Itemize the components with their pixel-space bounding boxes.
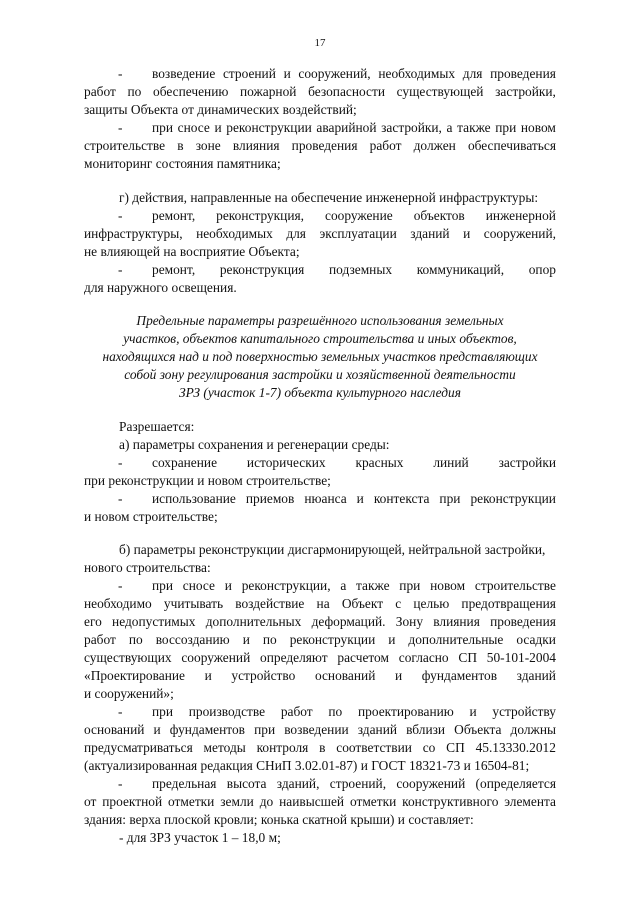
text-line: оснований и фундаментов при возведении зданий вблизи Объекта должны — [84, 722, 556, 737]
text-line: работ по воссозданию и по реконструкции и дополнительные осадки — [84, 632, 556, 647]
text-line: при реконструкции и новом строительстве; — [84, 473, 331, 488]
heading-line: находящихся над и под поверхностью земельных участков представляющих — [102, 349, 538, 364]
text-line: ремонт, реконструкция подземных коммуникаций, опор — [152, 262, 556, 277]
text-line: сохранение исторических красных линий застройки — [152, 455, 556, 470]
list-dash: - — [118, 120, 123, 135]
list-dash: - — [118, 262, 123, 277]
text-line: - для ЗРЗ участок 1 – 18,0 м; — [119, 830, 281, 845]
list-dash: - — [118, 208, 123, 223]
text-line: работ по обеспечению пожарной безопасности существующей застройки, — [84, 84, 556, 99]
list-dash: - — [118, 704, 123, 719]
text-line: использование приемов нюанса и контекста при реконструкции — [152, 491, 556, 506]
text-line: здания: верха плоской кровли; конька скатной крыши) и составляет: — [84, 812, 474, 827]
text-line: его недопустимых дополнительных деформаций. Зону влияния проведения — [84, 614, 556, 629]
heading-line: Предельные параметры разрешённого использования земельных — [136, 313, 504, 328]
text-line: и сооружений»; — [84, 686, 174, 701]
text-line: «Проектирование и устройство оснований и фундаментов зданий — [84, 668, 556, 683]
list-dash: - — [118, 491, 123, 506]
text-line: защиты Объекта от динамических воздействий; — [84, 102, 357, 117]
text-line: ремонт, реконструкция, сооружение объектов инженерной — [152, 208, 556, 223]
text-line: инфраструктуры, необходимых для эксплуатации зданий и сооружений, — [84, 226, 556, 241]
text-line: предельная высота зданий, строений, сооружений (определяется — [152, 776, 556, 791]
text-line: при производстве работ по проектированию и устройству — [152, 704, 556, 719]
text-line: при сносе и реконструкции аварийной застройки, а также при новом — [152, 120, 556, 135]
text-line: от проектной отметки земли до наивысшей отметки конструктивного элемента — [84, 794, 556, 809]
text-line: мониторинг состояния памятника; — [84, 156, 281, 171]
permit-label: Разрешается: — [119, 419, 195, 434]
heading-line: ЗРЗ (участок 1-7) объекта культурного наследия — [179, 385, 461, 400]
heading-line: участков, объектов капитального строительства и иных объектов, — [123, 331, 517, 346]
list-dash: - — [118, 776, 123, 791]
page-number: 17 — [314, 37, 326, 49]
text-line: нового строительства: — [84, 560, 211, 575]
text-line: и новом строительстве; — [84, 509, 218, 524]
text-line: не влияющей на восприятие Объекта; — [84, 244, 300, 259]
heading-line: собой зону регулирования застройки и хозяйственной деятельности — [124, 367, 516, 382]
section-heading-b: б) параметры реконструкции дисгармонирующей, нейтральной застройки, — [119, 542, 546, 557]
text-line: строительстве в зоне влияния проведения работ должен обеспечиваться — [84, 138, 556, 153]
text-line: существующих сооружений определяют расчетом согласно СП 50-101-2004 — [84, 650, 556, 665]
text-line: (актуализированная редакция СНиП 3.02.01-87) и ГОСТ 18321-73 и 16504-81; — [84, 758, 530, 773]
text-line: необходимо учитывать воздействие на Объект с целью предотвращения — [84, 596, 556, 611]
text-line: для наружного освещения. — [84, 280, 237, 295]
list-dash: - — [118, 578, 123, 593]
text-line: возведение строений и сооружений, необходимых для проведения — [152, 66, 556, 81]
section-heading-g: г) действия, направленные на обеспечение инженерной инфраструктуры: — [119, 190, 539, 205]
list-dash: - — [118, 66, 123, 81]
section-heading-a: а) параметры сохранения и регенерации среды: — [119, 437, 390, 452]
text-line: предусматриваться методы контроля в соответствии со СП 45.13330.2012 — [84, 740, 556, 755]
list-dash: - — [118, 455, 123, 470]
text-line: при сносе и реконструкции, а также при новом строительстве — [152, 578, 556, 593]
